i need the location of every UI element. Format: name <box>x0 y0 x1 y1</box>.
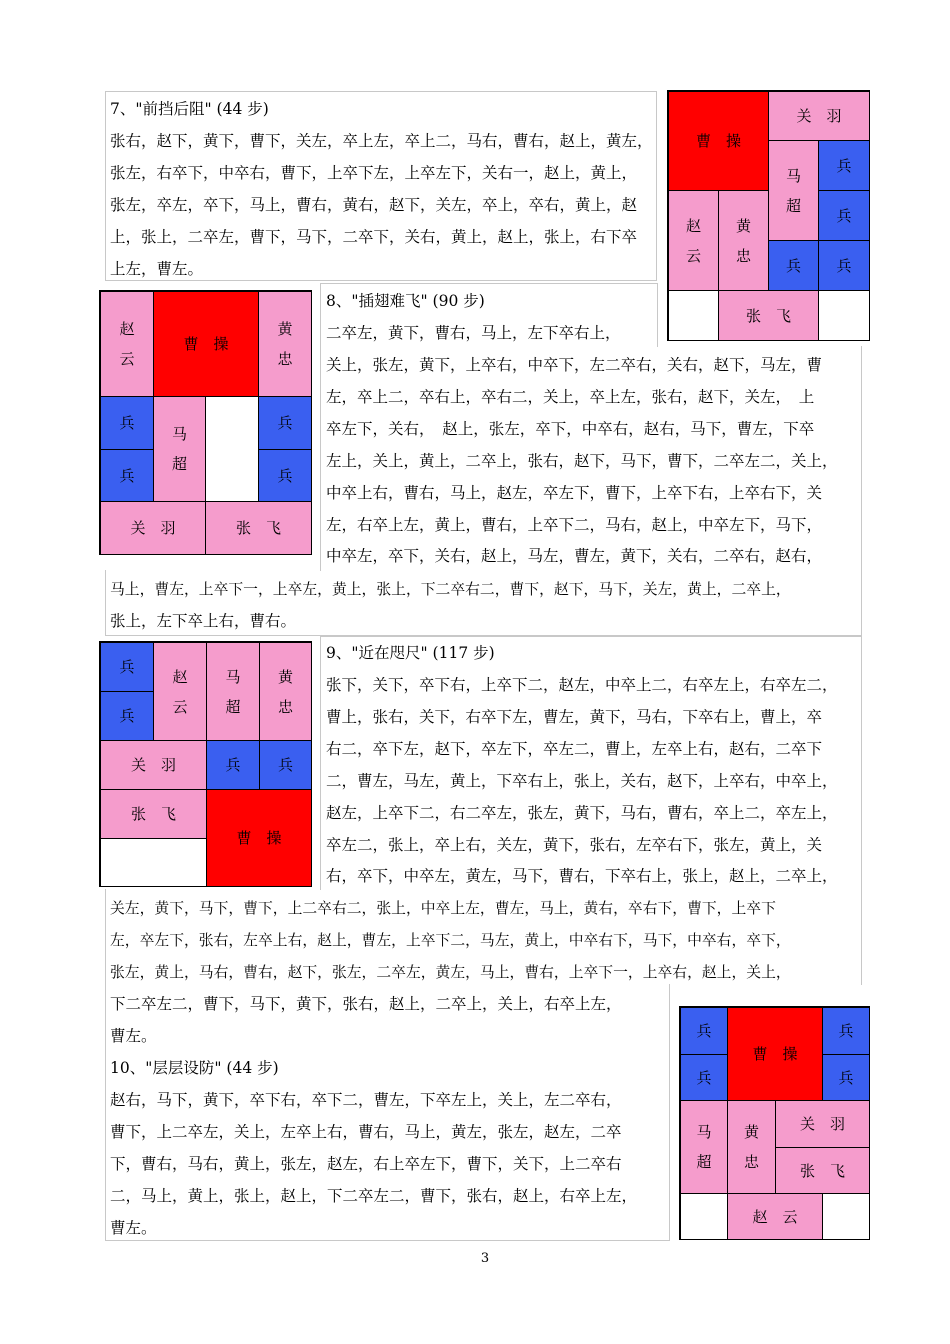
puzzle-9-line-10: 张左，黄上，马右，曹右，赵下，张左，二卒左，黄左，马上，曹右，上卒下一，上卒右，赵上，关上， <box>110 964 791 981</box>
puzzle-8-line-5: 左上，关上，黄上，二卒上，张右，赵下，马下，曹下，二卒左二，关上， <box>326 452 838 470</box>
puzzle-10-board <box>679 1006 870 1240</box>
soldier-piece[interactable]: 兵 <box>259 740 312 790</box>
soldier-piece[interactable]: 兵 <box>100 396 154 450</box>
soldier-piece[interactable]: 兵 <box>680 1007 728 1055</box>
puzzle-8-line-6: 中卒上右，曹右，马上，赵左，卒左下，曹下，上卒下右，上卒右下，关 <box>326 484 823 502</box>
puzzle-8-line-8: 中卒左，卒下，关右，赵上，马左，曹左，黄下，关右，二卒右，赵右， <box>326 547 823 565</box>
puzzle-8-line-10: 张上，左下卒上右，曹右。 <box>110 612 297 630</box>
puzzle-8-title: 8、"插翅难飞" (90 步) <box>326 292 485 310</box>
empty-cell <box>668 290 719 341</box>
puzzle-9-line-4: 二，曹左，马左，黄上，下卒右上，张上，关右，赵下，上卒右，中卒上， <box>326 772 838 790</box>
page-number: 3 <box>480 1251 490 1266</box>
cao-cao-piece[interactable]: 曹 操 <box>153 291 259 397</box>
cao-cao-piece[interactable]: 曹 操 <box>668 91 769 191</box>
puzzle-8-line-3: 左，卒上二，卒右上，卒右二，关上，卒上左，张右，赵下，关左， 上 <box>326 388 815 406</box>
puzzle-8-line-9: 马上，曹左，上卒下一，上卒左，黄上，张上，下二卒右二，曹下，赵下，马下，关左，黄上，二卒上， <box>110 581 791 598</box>
empty-cell <box>822 1193 870 1240</box>
puzzle-10-line-2: 曹下，上二卒左，关上，左卒上右，曹右，马上，黄左，张左，赵左，二卒 <box>110 1123 622 1141</box>
soldier-piece[interactable]: 兵 <box>258 449 312 502</box>
soldier-piece[interactable]: 兵 <box>100 642 154 692</box>
puzzle-10-line-5: 曹左。 <box>110 1219 157 1237</box>
zhao-yun-piece[interactable]: 赵 云 <box>100 291 154 397</box>
ma-chao-piece[interactable]: 马 超 <box>153 396 206 502</box>
puzzle-9-line-8: 关左，黄下，马下，曹下，上二卒右二，张上，中卒上左，曹左，马上，黄右，卒右下，曹下，上卒下 <box>110 900 776 917</box>
soldier-piece[interactable]: 兵 <box>818 240 870 291</box>
soldier-piece[interactable]: 兵 <box>100 449 154 502</box>
puzzle-9-line-9: 左，卒左下，张右，左卒上右，赵上，曹左，上卒下二，马左，黄上，中卒右下，马下，中卒右，卒下， <box>110 932 791 949</box>
soldier-piece[interactable]: 兵 <box>680 1054 728 1101</box>
empty-cell <box>818 290 870 341</box>
empty-cell <box>205 396 259 502</box>
cao-cao-piece[interactable]: 曹 操 <box>727 1007 823 1101</box>
puzzle-8-line-7: 左，右卒上左，黄上，曹右，上卒下二，马右，赵上，中卒左下，马下， <box>326 516 823 534</box>
puzzle-9-line-5: 赵左，上卒下二，右二卒左，张左，黄下，马右，曹右，卒上二，卒左上， <box>326 804 838 822</box>
huang-zhong-piece[interactable]: 黄 忠 <box>259 642 312 741</box>
zhang-fei-piece[interactable]: 张 飞 <box>205 501 312 555</box>
puzzle-9-board <box>99 641 312 887</box>
zhang-fei-piece[interactable]: 张 飞 <box>775 1147 870 1194</box>
puzzle-10-title: 10、"层层设防" (44 步) <box>110 1059 279 1077</box>
soldier-piece[interactable]: 兵 <box>206 740 260 790</box>
zhang-fei-piece[interactable]: 张 飞 <box>718 290 819 341</box>
puzzle-9-line-2: 曹上，张右，关下，右卒下左，曹左，黄下，马右，下卒右上，曹上，卒 <box>326 708 823 726</box>
puzzle-7-line-1: 张右，赵下，黄下，曹下，关左，卒上左，卒上二，马右，曹右，赵上，黄左， <box>110 132 653 150</box>
zhang-fei-piece[interactable]: 张 飞 <box>100 789 207 839</box>
soldier-piece[interactable]: 兵 <box>818 190 870 241</box>
puzzle-7-line-2: 张左，右卒下，中卒右，曹下，上卒下左，上卒左下，关右一，赵上，黄上， <box>110 164 638 182</box>
puzzle-9-line-1: 张下，关下，卒下右，上卒下二，赵左，中卒上二，右卒左上，右卒左二， <box>326 676 838 694</box>
puzzle-9-line-6: 卒左二，张上，卒上右，关左，黄下，张右，左卒右下，张左，黄上，关 <box>326 836 823 854</box>
cao-cao-piece[interactable]: 曹 操 <box>206 789 312 887</box>
puzzle-8-line-2: 关上，张左，黄下，上卒右，中卒下，左二卒右，关右，赵下，马左，曹 <box>326 356 823 374</box>
puzzle-10-line-4: 二，马上，黄上，张上，赵上，下二卒左二，曹下，张右，赵上，右卒上左， <box>110 1187 638 1205</box>
empty-cell <box>100 838 207 887</box>
puzzle-8-board <box>99 290 312 555</box>
huang-zhong-piece[interactable]: 黄 忠 <box>718 190 769 291</box>
zhao-yun-piece[interactable]: 赵 云 <box>668 190 719 291</box>
soldier-piece[interactable]: 兵 <box>822 1007 870 1055</box>
guan-yu-piece[interactable]: 关 羽 <box>100 740 207 790</box>
soldier-piece[interactable]: 兵 <box>100 691 154 741</box>
puzzle-8-line-4: 卒左下，关右， 赵上，张左，卒下，中卒右，赵右，马下，曹左，下卒 <box>326 420 815 438</box>
ma-chao-piece[interactable]: 马 超 <box>768 140 819 241</box>
puzzle-7-line-3: 张左，卒左，卒下，马上，曹右，黄右，赵下，关左，卒上，卒右，黄上，赵 <box>110 196 638 214</box>
soldier-piece[interactable]: 兵 <box>258 396 312 450</box>
huang-zhong-piece[interactable]: 黄 忠 <box>258 291 312 397</box>
puzzle-9-title: 9、"近在咫尺" (117 步) <box>326 644 495 662</box>
ma-chao-piece[interactable]: 马 超 <box>680 1100 728 1194</box>
puzzle-9-line-12: 曹左。 <box>110 1027 157 1045</box>
ma-chao-piece[interactable]: 马 超 <box>206 642 260 741</box>
soldier-piece[interactable]: 兵 <box>822 1054 870 1101</box>
zhao-yun-piece[interactable]: 赵 云 <box>153 642 207 741</box>
zhao-yun-piece[interactable]: 赵 云 <box>727 1193 823 1240</box>
soldier-piece[interactable]: 兵 <box>768 240 819 291</box>
guan-yu-piece[interactable]: 关 羽 <box>768 91 870 141</box>
huang-zhong-piece[interactable]: 黄 忠 <box>727 1100 776 1194</box>
empty-cell <box>680 1193 728 1240</box>
soldier-piece[interactable]: 兵 <box>818 140 870 191</box>
puzzle-9-line-3: 右二，卒下左，赵下，卒左下，卒左二，曹上，左卒上右，赵右，二卒下 <box>326 740 823 758</box>
puzzle-8-line-1: 二卒左，黄下，曹右，马上，左下卒右上， <box>326 324 621 342</box>
guan-yu-piece[interactable]: 关 羽 <box>775 1100 870 1148</box>
puzzle-7-line-4: 上，张上，二卒左，曹下，马下，二卒下，关右，黄上，赵上，张上，右下卒 <box>110 228 638 246</box>
puzzle-7-line-5: 上左，曹左。 <box>110 260 204 278</box>
guan-yu-piece[interactable]: 关 羽 <box>100 501 206 555</box>
puzzle-7-board <box>667 90 870 341</box>
puzzle-9-line-7: 右，卒下，中卒左，黄左，马下，曹右，下卒右上，张上，赵上，二卒上， <box>326 867 838 885</box>
puzzle-9-line-11: 下二卒左二，曹下，马下，黄下，张右，赵上，二卒上，关上，右卒上左， <box>110 995 622 1013</box>
puzzle-10-line-1: 赵右，马下，黄下，卒下右，卒下二，曹左，下卒左上，关上，左二卒右， <box>110 1091 622 1109</box>
puzzle-7-title: 7、"前挡后阻" (44 步) <box>110 100 269 118</box>
puzzle-10-line-3: 下，曹右，马右，黄上，张左，赵左，右上卒左下，曹下，关下，上二卒右 <box>110 1155 622 1173</box>
